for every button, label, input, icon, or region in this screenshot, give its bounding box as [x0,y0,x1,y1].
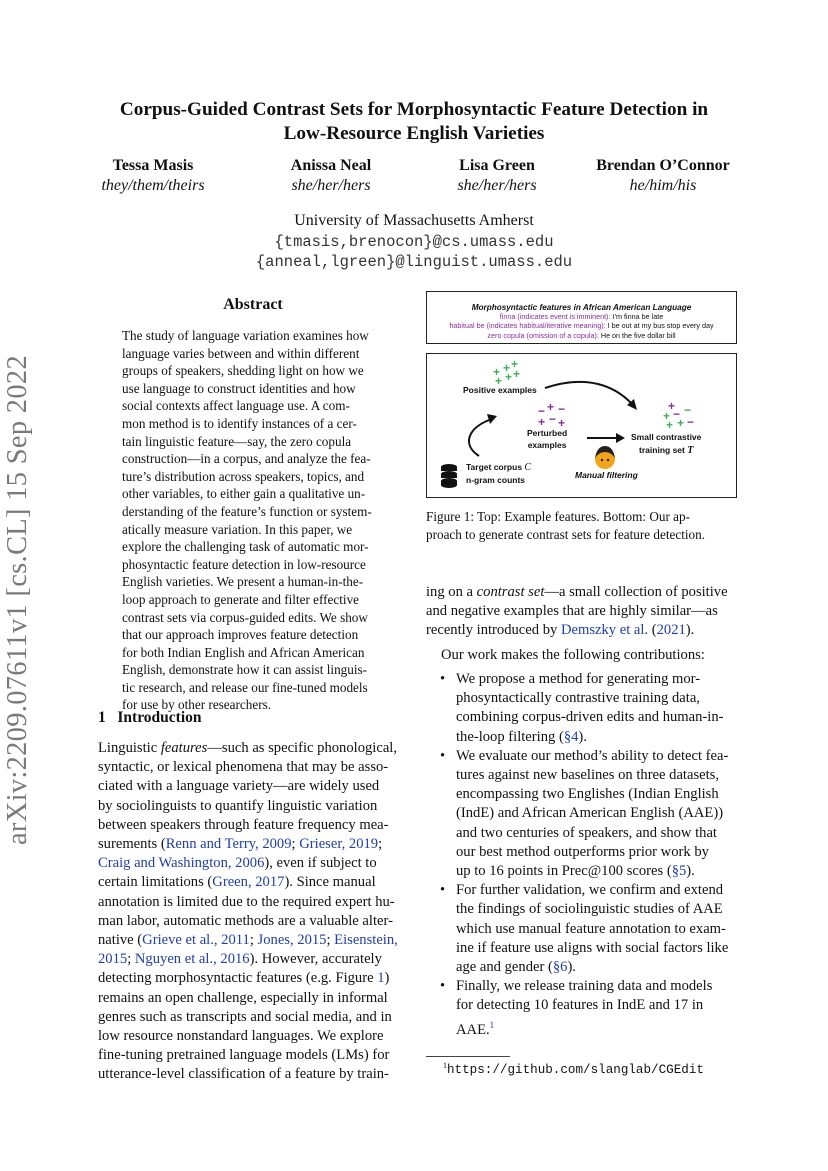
svg-text:+: + [505,370,513,384]
text-run: between speakers through feature frequency mea- [98,816,389,833]
text-run: ), even if subject to [264,855,377,872]
text-line [456,747,737,766]
author-pronouns: they/them/theirs [101,177,205,194]
text-line [98,835,408,854]
text-run: —such as specific phonological, [207,740,397,756]
feature-row [427,331,736,340]
text-line [98,739,408,758]
svg-text:−: − [549,412,557,426]
abstract-line: English varieties. We present a human-in-the- [122,574,364,590]
citation-link[interactable]: 2015 [98,951,128,968]
text-run: for detecting 10 features in IndE and 17 in [456,997,704,1014]
email-line: {anneal,lgreen}@linguist.umass.edu [255,253,573,271]
feature-example: I be out at my bus stop every day [607,321,714,331]
text-run: ). [685,622,695,639]
abstract-line: explore the challenging task of automatic mor- [122,539,369,555]
perturbed-examples-label [527,427,567,451]
target-label-line: n-gram counts [466,475,526,485]
text-line [98,758,408,777]
emphasis-text: features [160,740,208,756]
footnote-mark: 1 [443,1061,447,1070]
author-block [568,156,758,196]
feature-list [427,312,736,340]
footnote [443,1061,704,1077]
text-run: recently introduced by [426,622,561,639]
text-line [456,958,737,977]
text-line [456,670,737,689]
text-line [98,816,408,835]
abstract-body [122,327,380,714]
text-line [98,1008,408,1027]
contribution-item [426,670,737,747]
figure-top-title: Morphosyntactic features in African American Language [471,303,692,312]
author-pronouns: he/him/his [629,177,697,194]
text-run: ; [378,836,383,853]
feature-example: He on the five dollar bill [600,330,676,340]
citation-link[interactable]: §4 [563,728,579,745]
feature-row [427,312,736,321]
text-run: —a small collection of positive [544,584,728,600]
target-label-line: Target corpus C [466,462,532,473]
text-line [98,989,408,1008]
text-run: phosyntactically contrastive training data, [456,690,700,707]
text-line [426,621,737,640]
perturbed-label-line: Perturbed [527,428,568,438]
human-annotator-icon [595,446,615,469]
abstract-line: social contexts affect language use. A com- [122,398,350,414]
text-run: the-loop filtering ( [456,728,564,745]
text-line [456,804,737,823]
citation-link[interactable]: Nguyen et al., 2016 [134,951,250,968]
database-icon [441,464,457,488]
citation-link[interactable]: Craig and Washington, 2006 [98,855,265,872]
author-block [402,156,592,196]
text-run: We propose a method for generating mor- [456,671,701,687]
section-title: Introduction [117,709,202,726]
text-run: ). However, accurately [249,951,382,968]
citation-link[interactable]: 2021 [656,622,686,639]
text-line [456,862,737,881]
abstract-line: mon method is to identify instances of a cer- [122,415,357,431]
text-line [98,912,408,931]
author-pronouns: she/her/hers [291,177,371,194]
positive-plus-icon [493,357,520,388]
caption-line: proach to generate contrast sets for feature detection. [426,526,706,542]
citation-link[interactable]: Jones, 2015 [257,932,327,949]
svg-text:+: + [495,374,503,388]
citation-link[interactable]: §5 [671,863,687,880]
arrow-icon [469,420,489,456]
abstract-line: use language to construct identities and how [122,380,356,396]
text-run: utterance-level classification of a feature by train- [98,1066,389,1083]
text-run: fine-tuning pretrained language models (LMs) for [98,1047,390,1064]
text-run: ; [291,836,300,853]
email-line: {tmasis,brenocon}@cs.umass.edu [274,233,554,251]
text-run: genres such as transcripts and social media, and in [98,1008,392,1025]
contributions-list [426,670,737,1040]
perturbed-label-line: examples [527,440,567,450]
text-run: syntactic, or lexical phenomena that may be asso- [98,759,389,776]
text-run: up to 16 points in Prec@100 scores ( [456,863,672,880]
bullet-icon: • [440,671,446,687]
text-run: For further validation, we confirm and extend [456,882,724,899]
section-number: 1 [98,709,106,726]
title-line-1: Corpus-Guided Contrast Sets for Morphosyntactic Feature Detection in [119,99,709,120]
text-run: ing on a [426,584,477,600]
abstract-line: construction—in a corpus, and analyze the fea- [122,451,371,467]
author-pronouns: she/her/hers [457,177,537,194]
bullet-icon: • [440,882,446,899]
citation-link[interactable]: Green, 2017 [212,874,285,891]
arrowhead-icon [487,414,497,424]
target-corpus-label [466,461,531,487]
text-run: encompassing two Englishes (Indian English [456,786,719,803]
abstract-line: loop approach to generate and filter effective [122,591,360,607]
paper-title [80,98,748,146]
perturbed-plusminus-icon [538,400,565,430]
contribution-item [426,747,737,881]
bullet-icon: • [440,978,446,995]
abstract-line: phosyntactic feature detection in low-resource [122,556,366,572]
text-run: native ( [98,932,143,949]
author-block [236,156,426,196]
caption-line: Figure 1: Top: Example features. Bottom: Our ap- [426,509,690,524]
text-line [456,728,737,747]
svg-text:+: + [493,365,501,379]
text-line [456,996,737,1015]
footnote-url[interactable]: https://github.com/slanglab/CGEdit [447,1063,704,1078]
svg-text:+: + [677,416,685,430]
abstract-line: groups of speakers, shedding light on how we [122,363,364,379]
text-line [456,785,737,804]
author-name: Brendan O’Connor [596,157,730,174]
abstract-heading: Abstract [223,296,283,313]
arrowhead-icon [616,433,625,443]
citation-link[interactable]: Grieve et al., 2011 [142,932,250,949]
text-run: remains an open challenge, especially in informal [98,989,388,1006]
title-line-2: Low-Resource English Varieties [283,123,545,144]
text-line [456,1016,737,1040]
text-run: ). Since manual [284,874,376,891]
text-run: which use manual feature annotation to exam- [456,920,726,937]
abstract-line: English, demonstrate how it can assist linguis- [122,662,368,678]
author-name: Anissa Neal [290,157,372,174]
text-run: ; [326,932,335,949]
abstract-line: for use by other researchers. [122,697,272,713]
abstract-line: tic research, and release our fine-tuned models [122,679,368,695]
footnote-rule [426,1056,510,1057]
section-heading [98,709,408,727]
text-run: ). [567,959,576,976]
svg-text:−: − [558,402,566,416]
abstract-line: derstanding of the feature’s function or system- [122,503,372,519]
text-run: ine if feature use aligns with social factors like [456,939,729,956]
feature-row [427,321,736,330]
figure-top-panel [426,291,737,344]
abstract-line: language varies between and within different [122,345,360,361]
text-run: ) [384,970,390,987]
text-line [426,602,737,621]
small-training-set-label [631,431,701,457]
abstract-line: tain linguistic feature—say, the zero copula [122,433,352,449]
text-run: combining corpus-driven edits and human-in- [456,709,724,726]
author-name: Tessa Masis [112,157,194,174]
text-run: surements ( [98,836,166,853]
text-run: by sociolinguists to quantify linguistic variation [98,797,378,814]
feature-name: habitual be (indicates habitual/iterative meaning): [449,321,606,331]
svg-text:+: + [666,418,674,432]
text-line [98,1046,408,1065]
text-line [456,900,737,919]
text-run: We evaluate our method’s ability to detect fea- [456,747,729,764]
text-run: our best method outperforms prior work by [456,843,709,860]
svg-text:+: + [503,361,511,375]
text-line [456,766,737,785]
text-run: detecting morphosyntactic features (e.g. Figure [98,970,378,987]
abstract-line: for both Indian English and African American [122,644,365,660]
text-run: the findings of sociolinguistic studies of AAE [456,901,723,918]
text-line [456,843,737,862]
affiliation: University of Massachusetts Amherst [294,212,534,229]
abstract-line: ture’s distribution across speakers, topics, and [122,468,365,484]
arrow-icon [545,382,632,404]
citation-link[interactable]: Demszky et al. [560,622,649,639]
text-run: (IndE) and African American English (AAE)) [456,805,724,822]
text-run: ). [686,863,695,880]
svg-text:+: + [538,415,546,429]
svg-text:+: + [558,416,566,430]
text-run: man labor, automatic methods are a valuable alter- [98,912,393,929]
contrastive-set-icon [663,399,694,432]
svg-text:−: − [538,404,546,418]
svg-text:+: + [663,409,671,423]
intro-paragraph [98,739,408,1085]
text-run: Linguistic [98,740,161,756]
text-line [426,583,737,602]
text-run: ). [578,728,587,745]
svg-text:−: − [673,407,681,421]
svg-text:+: + [668,399,676,413]
text-line [98,950,408,969]
author-block [58,156,248,196]
svg-text:−: − [687,415,695,429]
svg-text:+: + [511,357,519,371]
abstract-line: that our approach improves feature detection [122,627,359,643]
citation-link[interactable]: §6 [552,959,568,976]
text-run: tures against new baselines on three datasets, [456,767,720,784]
feature-name: zero copula (omission of a copula): [487,330,599,340]
text-line [98,969,408,988]
text-run: AAE. [456,1021,490,1038]
svg-text:−: − [684,403,692,417]
text-line [98,777,408,796]
text-run: ; [127,951,135,968]
text-run: and negative examples that are highly similar—as [426,603,718,620]
emphasis-text: contrast set [476,584,545,600]
text-line [456,708,737,727]
positive-examples-label: Positive examples [463,385,537,395]
small-set-label-line: training set T [639,445,694,456]
text-line [456,824,737,843]
contributions-intro: Our work makes the following contributions: [441,647,705,663]
feature-name: finna (indicates event is imminent): [499,312,611,321]
text-run: annotation is limited due to the required expert hu- [98,893,395,910]
continuation-paragraph [426,583,737,641]
text-line [456,689,737,708]
abstract-line: atically measure variation. In this paper, we [122,521,353,537]
text-line [456,920,737,939]
bullet-icon: • [440,747,446,764]
manual-filtering-label: Manual filtering [575,470,638,480]
text-line [456,881,737,900]
citation-link[interactable]: 1 [489,1019,495,1030]
author-name: Lisa Green [459,157,535,174]
svg-text:+: + [513,367,521,381]
text-line [456,939,737,958]
figure-bottom-panel [426,353,737,498]
arxiv-identifier: arXiv:2209.07611v1 [cs.CL] 15 Sep 2022 [2,354,33,846]
text-run: certain limitations ( [98,874,213,891]
citation-link[interactable]: 1 [377,970,385,987]
feature-example: I’m finna be late [612,312,664,321]
text-line [98,854,408,873]
citation-link[interactable]: Eisenstein, [334,932,398,949]
text-run: ciated with a language variety—are widely used [98,778,380,795]
citation-link[interactable]: Renn and Terry, 2009 [165,836,292,853]
text-line [98,873,408,892]
text-line [456,977,737,996]
contribution-item [426,881,737,977]
text-line [98,931,408,950]
abstract-line: other variables, to either gain a qualitative un- [122,486,366,502]
text-line [98,1027,408,1046]
text-run: age and gender ( [456,959,553,976]
svg-text:+: + [547,400,555,414]
text-run: ; [249,932,258,949]
contribution-item [426,977,737,1039]
text-line [98,1065,408,1084]
text-line [98,797,408,816]
small-set-label-line: Small contrastive [631,432,702,442]
figure-caption [426,508,737,543]
abstract-line: The study of language variation examines how [122,328,369,343]
text-run: Finally, we release training data and models [456,978,713,995]
text-run: low resource nonstandard languages. We explore [98,1028,384,1045]
text-run: ( [648,622,657,639]
text-line [98,893,408,912]
citation-link[interactable]: Grieser, 2019 [299,836,379,853]
abstract-line: contrast sets via corpus-guided edits. We show [122,609,368,625]
text-run: and two centuries of speakers, and show that [456,824,717,841]
